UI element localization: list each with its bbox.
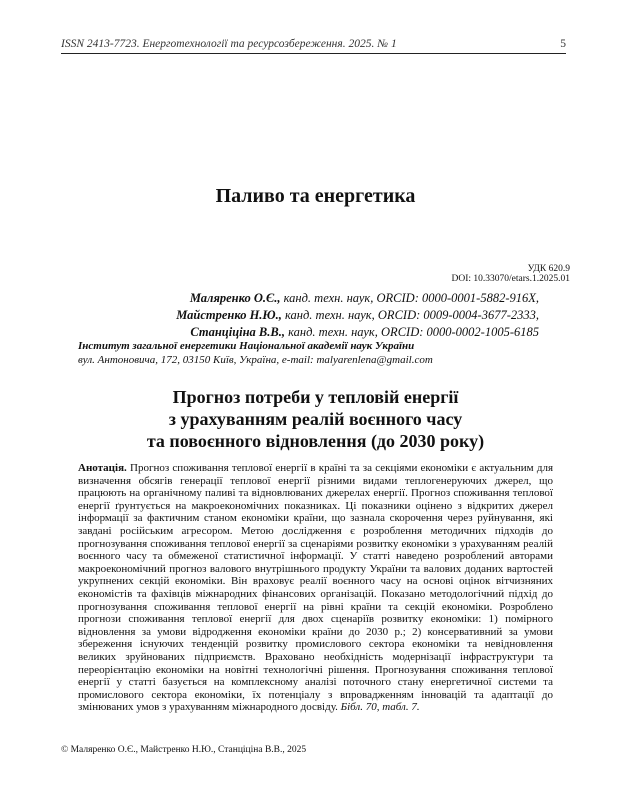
- author-line: [190, 291, 539, 306]
- copyright: © Маляренко О.Є., Майстренко Н.Ю., Станціціна В.В., 2025: [61, 745, 307, 755]
- journal-issn-line: ISSN 2413-7723. Енерготехнології та ресурсозбереження. 2025. № 1: [61, 38, 397, 50]
- paper-title-line: Прогноз потреби у тепловій енергії: [172, 387, 459, 407]
- paper-title-line: з урахуванням реалій воєнного часу: [168, 409, 463, 429]
- page-number: 5: [560, 38, 566, 50]
- section-title: Паливо та енергетика: [215, 185, 416, 207]
- abstract-text: Прогноз споживання теплової енергії в країні та за секціями економіки є актуальним для визначення обсягів генерації теплової енергії різними видами теплогенеруючих джерел, що працюють на органічному паливі та відновлюваних джерелах енергії. Прогноз споживання теплової енергії ґрунтується на макроекономічних показниках. Ці показники оцінено з відкритих джерел інформації за фактичним станом економіки країни, що зазнала скорочення через руйнування, які завдані російським агресором. Метою дослідження є розроблення методичних підходів до прогнозування споживання теплової енергії за сценаріями розвитку економіки з урахуванням реалій воєнного часу та обмеженої статистичної інформації. У статті наведено розроблений авторами макроекономічний прогноз валового внутрішнього продукту України та валових доданих вартостей укрупнених секцій економіки. Він враховує реалії воєнного часу на основі оцінок вітчизняних економістів та фахівців міжнародних фінансових організацій. Показано методологічний підхід до прогнозування споживання теплової енергії на рівні країни та секцій економіки. Розроблено прогнози споживання теплової енергії для двох сценаріїв розвитку економіки: 1) помірного відновлення за умови відродження економіки країни до 2030 р.; 2) консервативний за умови збереження існуючих тенденцій розвитку промислового сектора економіки та невідновлення великих зруйнованих підприємств. Враховано необхідність модернізації інфраструктури та переорієнтацію економіки на новітні технологічні рішення. Прогнозування споживання теплової енергії у статті базується на комплексному аналізі поточного стану енергетичної системи та промислового сектора економіки, їх потенціалу з впровадженням інновацій та адаптації до змінюваних умов з урахуванням міжнародного досвіду.: [78, 462, 554, 714]
- author-info: канд. техн. наук, ORCID: 0009-0004-3677-2333,: [285, 308, 539, 322]
- running-header: [61, 37, 566, 54]
- abstract-refs: Бібл. 70, табл. 7.: [340, 701, 420, 714]
- udc-code: УДК 620.9: [527, 264, 570, 274]
- abstract-label: Анотація.: [78, 462, 127, 474]
- abstract: [78, 462, 553, 714]
- author-info: канд. техн. наук, ORCID: 0000-0001-5882-916X,: [283, 291, 539, 305]
- address: вул. Антоновича, 172, 03150 Київ, Україна, e-mail: malyarenlena@gmail.com: [78, 354, 433, 366]
- paper-title: [0, 386, 631, 452]
- paper-title-line: та повоєнного відновлення (до 2030 року): [146, 431, 485, 451]
- author-line: [176, 308, 539, 323]
- author-name: Майстренко Н.Ю.,: [176, 308, 282, 322]
- author-name: Маляренко О.Є.,: [189, 291, 281, 305]
- author-line: [190, 325, 539, 340]
- doi[interactable]: DOI: 10.33070/etars.1.2025.01: [451, 274, 570, 284]
- author-info: канд. техн. наук, ORCID: 0000-0002-1005-6185: [288, 325, 539, 339]
- author-name: Станціціна В.В.,: [190, 325, 285, 339]
- institution: Інститут загальної енергетики Національної академії наук України: [78, 340, 415, 352]
